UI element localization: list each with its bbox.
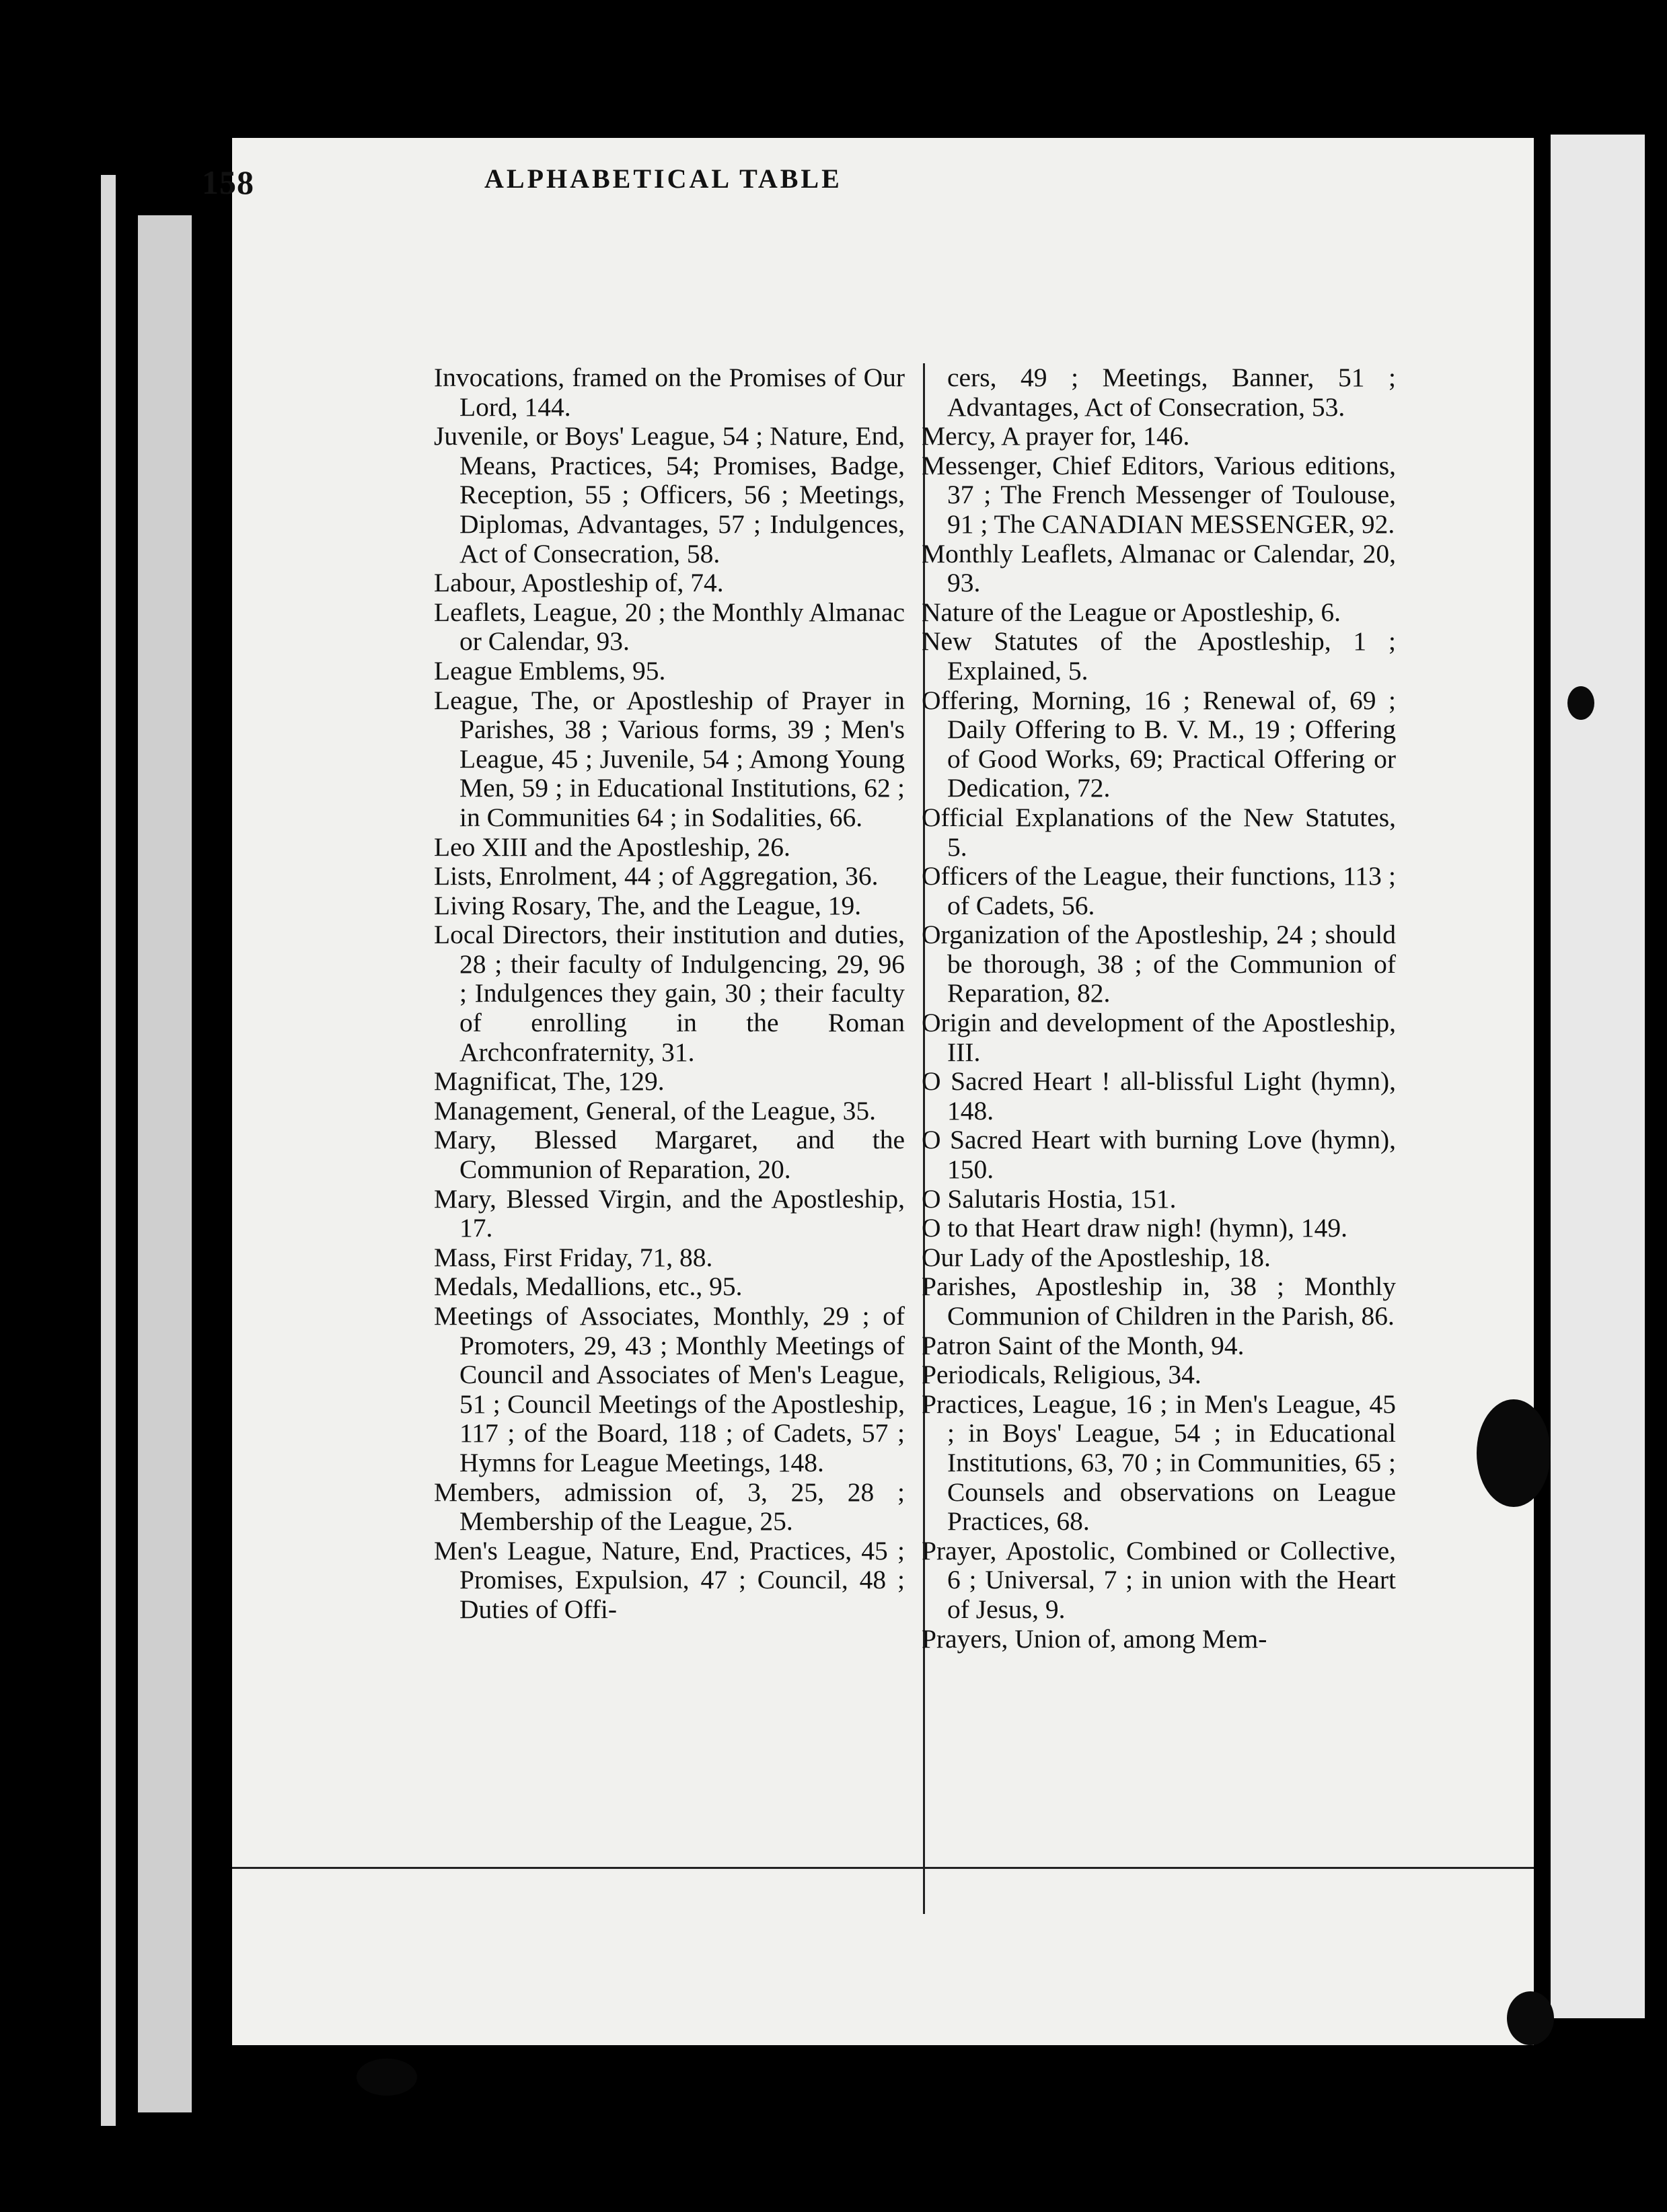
index-column-left — [434, 363, 905, 1625]
index-entry: New Statutes of the Apostleship, 1 ; Explained, 5. — [922, 626, 1396, 686]
running-head: ALPHABETICAL TABLE — [484, 163, 842, 194]
index-entry: O to that Heart draw nigh! (hymn), 149. — [922, 1213, 1347, 1243]
index-entry: Living Rosary, The, and the League, 19. — [434, 890, 862, 920]
index-entry: Prayers, Union of, among Mem- — [922, 1623, 1267, 1654]
index-entry: League Emblems, 95. — [434, 655, 666, 686]
bottom-rule — [232, 1867, 1534, 1869]
index-entry: O Sacred Heart ! all-blissful Light (hymn), 148. — [922, 1066, 1396, 1126]
index-entry: Local Directors, their institution and duties, 28 ; their faculty of Indulgencing, 29, 96 ; Indulgences they gain, 30 ; their faculty of enrolling in the Roman Archconfraternity, 31. — [434, 920, 905, 1067]
index-entry-continuation: cers, 49 ; Meetings, Banner, 51 ; Advantages, Act of Consecration, 53. — [947, 363, 1396, 422]
index-entry: Mary, Blessed Virgin, and the Apostleship, 17. — [434, 1183, 905, 1243]
index-entry: Members, admission of, 3, 25, 28 ; Membership of the League, 25. — [434, 1477, 905, 1537]
ink-blot — [1567, 686, 1594, 720]
ink-blot — [1507, 1991, 1554, 2045]
index-entry: Prayer, Apostolic, Combined or Collective, 6 ; Universal, 7 ; in union with the Heart of Jesus, 9. — [922, 1535, 1396, 1624]
index-entry: Patron Saint of the Month, 94. — [922, 1330, 1245, 1360]
index-entry: Messenger, Chief Editors, Various editions, 37 ; The French Messenger of Toulouse, 91 ; The CANADIAN MESSENGER, 92. — [922, 450, 1396, 539]
index-entry: Official Explanations of the New Statutes, 5. — [922, 802, 1396, 862]
index-entry: Invocations, framed on the Promises of Our Lord, 144. — [434, 363, 905, 422]
index-entry: Officers of the League, their functions, 113 ; of Cadets, 56. — [922, 861, 1396, 920]
ink-blot — [357, 2059, 417, 2096]
index-entry: Leo XIII and the Apostleship, 26. — [434, 832, 790, 862]
index-entry: Organization of the Apostleship, 24 ; should be thorough, 38 ; of the Communion of Reparation, 82. — [922, 920, 1396, 1008]
index-entry: Medals, Medallions, etc., 95. — [434, 1271, 743, 1302]
index-entry: Parishes, Apostleship in, 38 ; Monthly Communion of Children in the Parish, 86. — [922, 1271, 1396, 1331]
index-entry: Magnificat, The, 129. — [434, 1066, 665, 1097]
index-entry: Our Lady of the Apostleship, 18. — [922, 1242, 1271, 1272]
index-entry: Practices, League, 16 ; in Men's League, 45 ; in Boys' League, 54 ; in Educational Institutions, 63, 70 ; in Communities, 65 ; Counsels and observations on League Practices, 68. — [922, 1389, 1396, 1537]
index-entry: Juvenile, or Boys' League, 54 ; Nature, End, Means, Practices, 54; Promises, Badge, Reception, 55 ; Officers, 56 ; Meetings, Diplomas, Advantages, 57 ; Indulgences, Act of Consecration, 58. — [434, 421, 905, 568]
index-entry: O Sacred Heart with burning Love (hymn), 150. — [922, 1125, 1396, 1185]
index-entry: Monthly Leaflets, Almanac or Calendar, 20, 93. — [922, 538, 1396, 598]
index-entry: Management, General, of the League, 35. — [434, 1095, 876, 1126]
index-column-right — [922, 363, 1396, 1654]
index-entry: Mary, Blessed Margaret, and the Communion of Reparation, 20. — [434, 1125, 905, 1185]
index-entry: Periodicals, Religious, 34. — [922, 1360, 1201, 1390]
scan-margin-left — [101, 175, 116, 2126]
page-number: 158 — [202, 163, 254, 201]
index-entry: Lists, Enrolment, 44 ; of Aggregation, 36. — [434, 861, 879, 891]
index-entry: Leaflets, League, 20 ; the Monthly Almanac or Calendar, 93. — [434, 597, 905, 657]
scan-margin-right — [1551, 135, 1645, 2018]
index-entry: League, The, or Apostleship of Prayer in Parishes, 38 ; Various forms, 39 ; Men's League, 45 ; Juvenile, 54 ; Among Young Men, 59 ; in Educational Institutions, 62 ; in Communities 64 ; in Sodalities, 66. — [434, 685, 905, 832]
index-entry: Mercy, A prayer for, 146. — [922, 421, 1190, 451]
index-entry: Men's League, Nature, End, Practices, 45 ; Promises, Expulsion, 47 ; Council, 48 ; Duties of Offi- — [434, 1535, 905, 1624]
index-entry: Mass, First Friday, 71, 88. — [434, 1242, 713, 1272]
index-entry: O Salutaris Hostia, 151. — [922, 1183, 1177, 1214]
index-entry: Meetings of Associates, Monthly, 29 ; of Promoters, 29, 43 ; Monthly Meetings of Council and Associates of Men's League, 51 ; Council Meetings of the Apostleship, 117 ; of the Board, 118 ; of Cadets, 57 ; Hymns for League Meetings, 148. — [434, 1301, 905, 1477]
scan-margin-left-inner — [138, 215, 192, 2112]
index-entry: Labour, Apostleship of, 74. — [434, 568, 724, 598]
index-entry: Offering, Morning, 16 ; Renewal of, 69 ; Daily Offering to B. V. M., 19 ; Offering of Good Works, 69; Practical Offering or Dedication, 72. — [922, 685, 1396, 803]
index-entry: Nature of the League or Apostleship, 6. — [922, 597, 1341, 627]
ink-blot — [1477, 1399, 1551, 1507]
index-entry: Origin and development of the Apostleship, III. — [922, 1008, 1396, 1067]
